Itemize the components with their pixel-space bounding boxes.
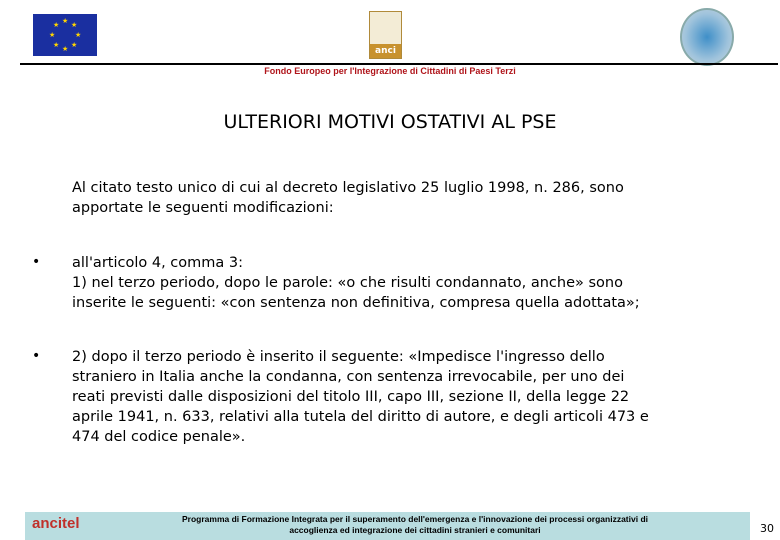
text-line: all'articolo 4, comma 3: <box>72 255 243 271</box>
text-line: Programma di Formazione Integrata per il superamento dell'emergenza e l'innovazione dei processi organizzativi di <box>182 514 648 524</box>
eu-flag-logo: ★ ★ ★ ★ ★ ★ ★ ★ <box>33 14 97 56</box>
text-line: 1) nel terzo periodo, dopo le parole: «o che risulti condannato, anche» sono <box>72 275 623 291</box>
slide-title: ULTERIORI MOTIVI OSTATIVI AL PSE <box>223 111 557 133</box>
intro-paragraph <box>72 178 742 218</box>
text-line: 474 del codice penale». <box>72 429 246 445</box>
footer-text <box>130 514 700 536</box>
text-line: inserite le seguenti: «con sentenza non definitiva, compresa quella adottata»; <box>72 295 640 311</box>
bullet-item <box>72 347 742 447</box>
text-line: aprile 1941, n. 633, relativi alla tutela del diritto di autore, e degli articoli 473 e <box>72 409 649 425</box>
ministry-seal-logo <box>680 8 734 66</box>
anci-logo: anci <box>369 11 402 59</box>
header-divider <box>20 63 778 65</box>
page-number: 30 <box>760 522 774 535</box>
text-line: apportate le seguenti modificazioni: <box>72 200 334 216</box>
ancitel-logo: ancitel <box>32 515 80 532</box>
bullet-marker: • <box>32 254 41 270</box>
text-line: reati previsti dalle disposizioni del titolo III, capo III, sezione II, della legge 22 <box>72 389 630 405</box>
bullet-marker: • <box>32 348 41 364</box>
fund-label: Fondo Europeo per l'Integrazione di Cittadini di Paesi Terzi <box>264 66 516 76</box>
bullet-item <box>72 253 742 313</box>
text-line: Al citato testo unico di cui al decreto legislativo 25 luglio 1998, n. 286, sono <box>72 180 624 196</box>
text-line: straniero in Italia anche la condanna, con sentenza irrevocabile, per uno dei <box>72 369 625 385</box>
text-line: accoglienza ed integrazione dei cittadini stranieri e comunitari <box>289 525 541 535</box>
text-line: 2) dopo il terzo periodo è inserito il seguente: «Impedisce l'ingresso dello <box>72 349 605 365</box>
